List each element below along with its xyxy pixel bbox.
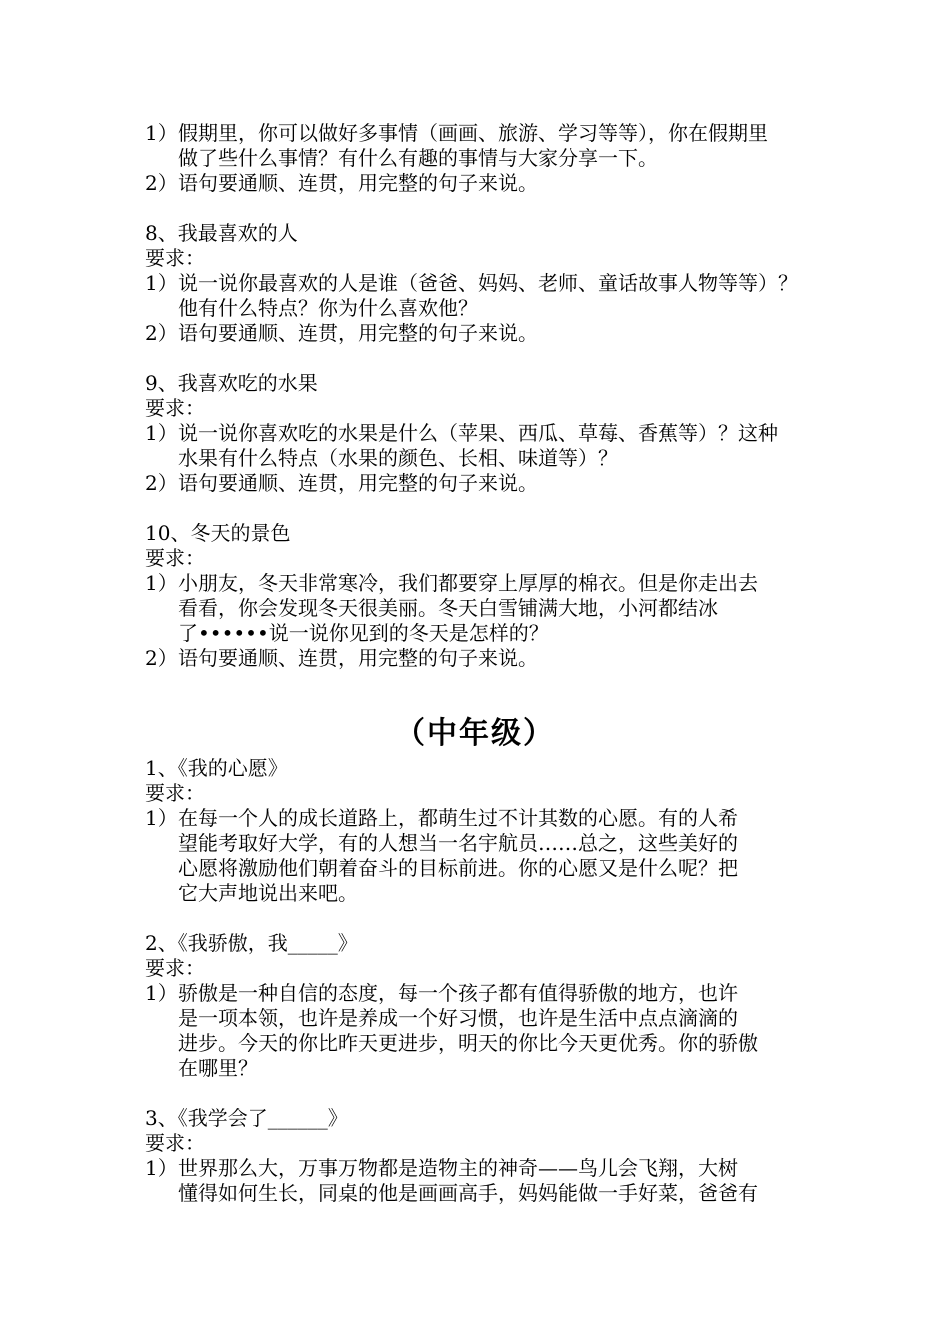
text-line: 语句要通顺、连贯，用完整的句子来说。 bbox=[178, 646, 538, 670]
section-heading: 9、我喜欢吃的水果 bbox=[145, 371, 318, 395]
item-text bbox=[178, 646, 825, 671]
section-heading: 10、冬天的景色 bbox=[145, 521, 291, 545]
list-item bbox=[145, 571, 825, 646]
item-text bbox=[178, 1156, 825, 1206]
item-text bbox=[178, 171, 825, 196]
requirement-label: 要求： bbox=[145, 1131, 205, 1155]
text-line: 语句要通顺、连贯，用完整的句子来说。 bbox=[178, 171, 538, 195]
item-number: 2） bbox=[145, 646, 178, 670]
text-line: 语句要通顺、连贯，用完整的句子来说。 bbox=[178, 321, 538, 345]
list-item bbox=[145, 421, 825, 471]
requirement-label: 要求： bbox=[145, 546, 205, 570]
item-number: 1） bbox=[145, 1156, 178, 1180]
item-number: 2） bbox=[145, 471, 178, 495]
text-line: 说一说你喜欢吃的水果是什么（苹果、西瓜、草莓、香蕉等）？这种 bbox=[178, 421, 778, 445]
text-line: 骄傲是一种自信的态度，每一个孩子都有值得骄傲的地方，也许 bbox=[178, 981, 738, 1005]
document-page bbox=[145, 121, 825, 1206]
list-item bbox=[145, 121, 825, 171]
requirement-label: 要求： bbox=[145, 396, 205, 420]
item-number: 1） bbox=[145, 806, 178, 830]
text-line: 水果有什么特点（水果的颜色、长相、味道等）？ bbox=[178, 446, 618, 470]
text-line: 小朋友，冬天非常寒冷，我们都要穿上厚厚的棉衣。但是你走出去 bbox=[178, 571, 758, 595]
list-item bbox=[145, 806, 825, 906]
list-item bbox=[145, 171, 825, 196]
text-line: 懂得如何生长，同桌的他是画画高手，妈妈能做一手好菜，爸爸有 bbox=[178, 1181, 758, 1205]
section-heading: 8、我最喜欢的人 bbox=[145, 221, 298, 245]
item-text bbox=[178, 571, 825, 646]
text-line: 在哪里？ bbox=[178, 1056, 258, 1080]
text-line: 他有什么特点？你为什么喜欢他？ bbox=[178, 296, 478, 320]
list-item bbox=[145, 1156, 825, 1206]
item-number: 1） bbox=[145, 271, 178, 295]
requirement-label: 要求： bbox=[145, 956, 205, 980]
text-line: 进步。今天的你比昨天更进步，明天的你比今天更优秀。你的骄傲 bbox=[178, 1031, 758, 1055]
text-line: 望能考取好大学，有的人想当一名宇航员……总之，这些美好的 bbox=[178, 831, 738, 855]
item-number: 1） bbox=[145, 121, 178, 145]
text-line: 语句要通顺、连贯，用完整的句子来说。 bbox=[178, 471, 538, 495]
section-heading: 1、《我的心愿》 bbox=[145, 756, 288, 780]
item-text bbox=[178, 806, 825, 906]
section-heading: 3、《我学会了______》 bbox=[145, 1106, 348, 1130]
requirement-label: 要求： bbox=[145, 781, 205, 805]
text-line: 是一项本领，也许是养成一个好习惯，也许是生活中点点滴滴的 bbox=[178, 1006, 738, 1030]
list-item bbox=[145, 271, 825, 321]
item-number: 2） bbox=[145, 171, 178, 195]
text-line: 心愿将激励他们朝着奋斗的目标前进。你的心愿又是什么呢？把 bbox=[178, 856, 738, 880]
text-line: 说一说你最喜欢的人是谁（爸爸、妈妈、老师、童话故事人物等等）？ bbox=[178, 271, 798, 295]
list-item bbox=[145, 471, 825, 496]
grade-title: （中年级） bbox=[395, 716, 555, 751]
text-line: 了••••••说一说你见到的冬天是怎样的？ bbox=[178, 621, 549, 645]
text-line: 看看，你会发现冬天很美丽。冬天白雪铺满大地，小河都结冰 bbox=[178, 596, 718, 620]
list-item bbox=[145, 321, 825, 346]
text-line: 世界那么大，万事万物都是造物主的神奇——鸟儿会飞翔，大树 bbox=[178, 1156, 738, 1180]
item-number: 2） bbox=[145, 321, 178, 345]
list-item bbox=[145, 981, 825, 1081]
requirement-label: 要求： bbox=[145, 246, 205, 270]
text-line: 假期里，你可以做好多事情（画画、旅游、学习等等），你在假期里 bbox=[178, 121, 768, 145]
item-text bbox=[178, 271, 825, 321]
item-text bbox=[178, 421, 825, 471]
item-text bbox=[178, 981, 825, 1081]
item-number: 1） bbox=[145, 981, 178, 1005]
section-heading: 2、《我骄傲，我_____》 bbox=[145, 931, 358, 955]
item-number: 1） bbox=[145, 571, 178, 595]
list-item bbox=[145, 646, 825, 671]
text-line: 在每一个人的成长道路上，都萌生过不计其数的心愿。有的人希 bbox=[178, 806, 738, 830]
text-line: 做了些什么事情？有什么有趣的事情与大家分享一下。 bbox=[178, 146, 658, 170]
item-text bbox=[178, 121, 825, 171]
text-line: 它大声地说出来吧。 bbox=[178, 881, 358, 905]
item-text bbox=[178, 321, 825, 346]
item-number: 1） bbox=[145, 421, 178, 445]
item-text bbox=[178, 471, 825, 496]
